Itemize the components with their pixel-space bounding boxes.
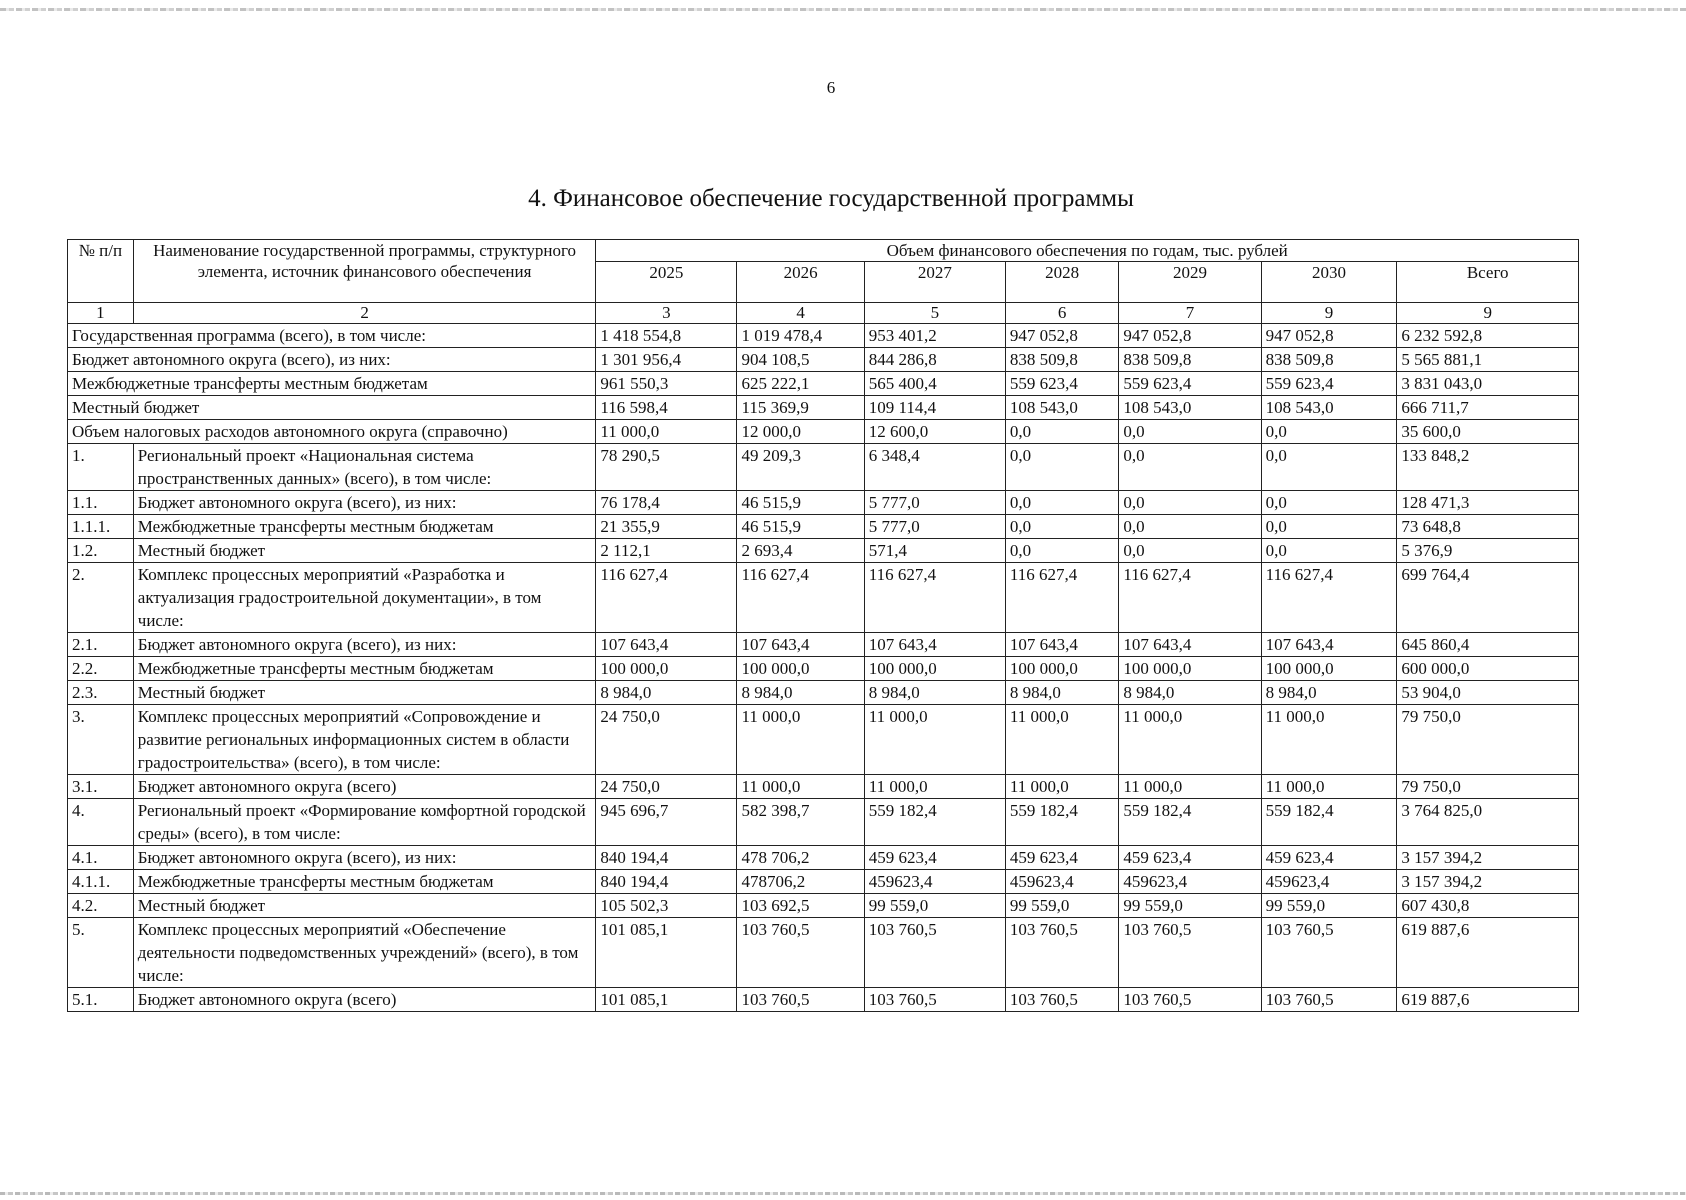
- value-cell: 459 623,4: [1261, 846, 1397, 870]
- value-cell: 600 000,0: [1397, 657, 1579, 681]
- column-index-cell: 3: [596, 303, 737, 324]
- value-cell: 459623,4: [1119, 870, 1261, 894]
- value-cell: 5 376,9: [1397, 539, 1579, 563]
- value-cell: 961 550,3: [596, 372, 737, 396]
- value-cell: 559 623,4: [1005, 372, 1119, 396]
- row-num-cell: 4.1.1.: [68, 870, 134, 894]
- value-cell: 11 000,0: [1261, 775, 1397, 799]
- row-name-cell: Местный бюджет: [133, 681, 596, 705]
- row-num-cell: 2.: [68, 563, 134, 633]
- row-name-cell: Бюджет автономного округа (всего): [133, 988, 596, 1012]
- value-cell: 559 182,4: [1261, 799, 1397, 846]
- row-name-cell: Межбюджетные трансферты местным бюджетам: [68, 372, 596, 396]
- row-name-cell: Региональный проект «Национальная система пространственных данных» (всего), в том числе:: [133, 444, 596, 491]
- header-total: Всего: [1397, 262, 1579, 303]
- value-cell: 947 052,8: [1261, 324, 1397, 348]
- value-cell: 107 643,4: [864, 633, 1005, 657]
- header-name: Наименование государственной программы, структурного элемента, источник финансового обеспечения: [133, 240, 596, 303]
- summary-row: [68, 396, 1579, 420]
- value-cell: 100 000,0: [1119, 657, 1261, 681]
- row-name-cell: Бюджет автономного округа (всего), из них:: [68, 348, 596, 372]
- value-cell: 11 000,0: [1005, 705, 1119, 775]
- summary-row: [68, 348, 1579, 372]
- row-num-cell: 4.: [68, 799, 134, 846]
- value-cell: 645 860,4: [1397, 633, 1579, 657]
- row-num-cell: 5.: [68, 918, 134, 988]
- value-cell: 115 369,9: [737, 396, 864, 420]
- row-name-cell: Комплекс процессных мероприятий «Обеспечение деятельности подведомственных учреждений» (всего), в том числе:: [133, 918, 596, 988]
- value-cell: 76 178,4: [596, 491, 737, 515]
- column-index-cell: 5: [864, 303, 1005, 324]
- value-cell: 103 760,5: [864, 918, 1005, 988]
- column-index-row: [68, 303, 1579, 324]
- value-cell: 3 764 825,0: [1397, 799, 1579, 846]
- value-cell: 904 108,5: [737, 348, 864, 372]
- value-cell: 838 509,8: [1119, 348, 1261, 372]
- value-cell: 21 355,9: [596, 515, 737, 539]
- value-cell: 0,0: [1261, 491, 1397, 515]
- header-year: 2026: [737, 262, 864, 303]
- value-cell: 11 000,0: [737, 775, 864, 799]
- value-cell: 11 000,0: [596, 420, 737, 444]
- value-cell: 559 182,4: [1005, 799, 1119, 846]
- value-cell: 108 543,0: [1005, 396, 1119, 420]
- row-num-cell: 2.1.: [68, 633, 134, 657]
- value-cell: 3 157 394,2: [1397, 846, 1579, 870]
- value-cell: 116 627,4: [596, 563, 737, 633]
- value-cell: 46 515,9: [737, 491, 864, 515]
- table-row: [68, 515, 1579, 539]
- value-cell: 0,0: [1005, 491, 1119, 515]
- table-row: [68, 846, 1579, 870]
- row-name-cell: Объем налоговых расходов автономного округа (справочно): [68, 420, 596, 444]
- table-row: [68, 988, 1579, 1012]
- value-cell: 11 000,0: [1119, 705, 1261, 775]
- row-num-cell: 5.1.: [68, 988, 134, 1012]
- value-cell: 107 643,4: [737, 633, 864, 657]
- value-cell: 103 760,5: [1119, 918, 1261, 988]
- row-name-cell: Бюджет автономного округа (всего), из них:: [133, 491, 596, 515]
- table-row: [68, 657, 1579, 681]
- value-cell: 838 509,8: [1261, 348, 1397, 372]
- header-year: 2028: [1005, 262, 1119, 303]
- table-row: [68, 491, 1579, 515]
- value-cell: 11 000,0: [864, 705, 1005, 775]
- value-cell: 100 000,0: [864, 657, 1005, 681]
- row-name-cell: Местный бюджет: [133, 539, 596, 563]
- value-cell: 46 515,9: [737, 515, 864, 539]
- value-cell: 947 052,8: [1119, 324, 1261, 348]
- summary-row: [68, 372, 1579, 396]
- row-name-cell: Комплекс процессных мероприятий «Сопровождение и развитие региональных информационных систем в области градостроительства» (всего), в том числе:: [133, 705, 596, 775]
- value-cell: 2 112,1: [596, 539, 737, 563]
- value-cell: 133 848,2: [1397, 444, 1579, 491]
- value-cell: 459 623,4: [864, 846, 1005, 870]
- value-cell: 0,0: [1261, 420, 1397, 444]
- value-cell: 0,0: [1119, 539, 1261, 563]
- value-cell: 953 401,2: [864, 324, 1005, 348]
- column-index-cell: 2: [133, 303, 596, 324]
- value-cell: 3 831 043,0: [1397, 372, 1579, 396]
- value-cell: 35 600,0: [1397, 420, 1579, 444]
- scan-edge-bottom: [0, 1192, 1686, 1195]
- value-cell: 103 760,5: [1119, 988, 1261, 1012]
- table-row: [68, 633, 1579, 657]
- value-cell: 947 052,8: [1005, 324, 1119, 348]
- financing-table: [67, 239, 1579, 1012]
- row-name-cell: Межбюджетные трансферты местным бюджетам: [133, 870, 596, 894]
- value-cell: 53 904,0: [1397, 681, 1579, 705]
- value-cell: 8 984,0: [1119, 681, 1261, 705]
- row-name-cell: Региональный проект «Формирование комфортной городской среды» (всего), в том числе:: [133, 799, 596, 846]
- row-name-cell: Межбюджетные трансферты местным бюджетам: [133, 657, 596, 681]
- value-cell: 11 000,0: [1005, 775, 1119, 799]
- value-cell: 459623,4: [1261, 870, 1397, 894]
- value-cell: 103 760,5: [737, 988, 864, 1012]
- value-cell: 559 623,4: [1261, 372, 1397, 396]
- summary-row: [68, 324, 1579, 348]
- row-name-cell: Межбюджетные трансферты местным бюджетам: [133, 515, 596, 539]
- value-cell: 101 085,1: [596, 918, 737, 988]
- value-cell: 5 777,0: [864, 491, 1005, 515]
- value-cell: 128 471,3: [1397, 491, 1579, 515]
- value-cell: 116 627,4: [1261, 563, 1397, 633]
- value-cell: 1 301 956,4: [596, 348, 737, 372]
- page-number: 6: [826, 78, 836, 97]
- column-index-cell: 7: [1119, 303, 1261, 324]
- table-row: [68, 539, 1579, 563]
- row-num-cell: 1.: [68, 444, 134, 491]
- value-cell: 79 750,0: [1397, 775, 1579, 799]
- value-cell: 459 623,4: [1005, 846, 1119, 870]
- row-name-cell: Бюджет автономного округа (всего), из них:: [133, 846, 596, 870]
- value-cell: 6 232 592,8: [1397, 324, 1579, 348]
- table-row: [68, 705, 1579, 775]
- value-cell: 11 000,0: [737, 705, 864, 775]
- table-row: [68, 775, 1579, 799]
- column-index-cell: 9: [1261, 303, 1397, 324]
- page-title: 4. Финансовое обеспечение государственной программы: [528, 185, 1134, 212]
- value-cell: 11 000,0: [1261, 705, 1397, 775]
- column-index-cell: 9: [1397, 303, 1579, 324]
- value-cell: 0,0: [1261, 515, 1397, 539]
- value-cell: 103 760,5: [1261, 988, 1397, 1012]
- value-cell: 607 430,8: [1397, 894, 1579, 918]
- value-cell: 8 984,0: [737, 681, 864, 705]
- row-num-cell: 2.3.: [68, 681, 134, 705]
- value-cell: 103 760,5: [1261, 918, 1397, 988]
- value-cell: 840 194,4: [596, 846, 737, 870]
- value-cell: 666 711,7: [1397, 396, 1579, 420]
- value-cell: 100 000,0: [1005, 657, 1119, 681]
- column-index-cell: 1: [68, 303, 134, 324]
- row-num-cell: 3.1.: [68, 775, 134, 799]
- value-cell: 0,0: [1005, 444, 1119, 491]
- row-name-cell: Государственная программа (всего), в том числе:: [68, 324, 596, 348]
- value-cell: 478706,2: [737, 870, 864, 894]
- value-cell: 99 559,0: [1261, 894, 1397, 918]
- column-index-cell: 4: [737, 303, 864, 324]
- value-cell: 116 627,4: [737, 563, 864, 633]
- row-num-cell: 1.1.1.: [68, 515, 134, 539]
- header-year: 2025: [596, 262, 737, 303]
- table-row: [68, 870, 1579, 894]
- value-cell: 2 693,4: [737, 539, 864, 563]
- value-cell: 103 692,5: [737, 894, 864, 918]
- value-cell: 11 000,0: [864, 775, 1005, 799]
- value-cell: 582 398,7: [737, 799, 864, 846]
- value-cell: 0,0: [1261, 539, 1397, 563]
- header-row-1: [68, 240, 1579, 262]
- value-cell: 100 000,0: [1261, 657, 1397, 681]
- value-cell: 3 157 394,2: [1397, 870, 1579, 894]
- value-cell: 109 114,4: [864, 396, 1005, 420]
- value-cell: 0,0: [1005, 515, 1119, 539]
- value-cell: 0,0: [1261, 444, 1397, 491]
- value-cell: 6 348,4: [864, 444, 1005, 491]
- value-cell: 99 559,0: [864, 894, 1005, 918]
- value-cell: 459623,4: [864, 870, 1005, 894]
- value-cell: 838 509,8: [1005, 348, 1119, 372]
- row-num-cell: 4.1.: [68, 846, 134, 870]
- table-row: [68, 799, 1579, 846]
- scan-edge-top: [0, 8, 1686, 11]
- value-cell: 99 559,0: [1005, 894, 1119, 918]
- value-cell: 559 182,4: [864, 799, 1005, 846]
- value-cell: 0,0: [1119, 515, 1261, 539]
- value-cell: 478 706,2: [737, 846, 864, 870]
- row-name-cell: Местный бюджет: [68, 396, 596, 420]
- value-cell: 116 598,4: [596, 396, 737, 420]
- value-cell: 107 643,4: [1261, 633, 1397, 657]
- value-cell: 840 194,4: [596, 870, 737, 894]
- table-row: [68, 444, 1579, 491]
- value-cell: 107 643,4: [1119, 633, 1261, 657]
- value-cell: 565 400,4: [864, 372, 1005, 396]
- value-cell: 73 648,8: [1397, 515, 1579, 539]
- row-num-cell: 4.2.: [68, 894, 134, 918]
- header-year: 2030: [1261, 262, 1397, 303]
- value-cell: 0,0: [1005, 539, 1119, 563]
- value-cell: 8 984,0: [1005, 681, 1119, 705]
- value-cell: 8 984,0: [864, 681, 1005, 705]
- row-name-cell: Местный бюджет: [133, 894, 596, 918]
- row-num-cell: 1.1.: [68, 491, 134, 515]
- value-cell: 0,0: [1119, 420, 1261, 444]
- column-index-cell: 6: [1005, 303, 1119, 324]
- header-group: Объем финансового обеспечения по годам, тыс. рублей: [596, 240, 1579, 262]
- header-year: 2029: [1119, 262, 1261, 303]
- table-body: [68, 303, 1579, 1012]
- value-cell: 105 502,3: [596, 894, 737, 918]
- value-cell: 78 290,5: [596, 444, 737, 491]
- value-cell: 459 623,4: [1119, 846, 1261, 870]
- value-cell: 116 627,4: [1005, 563, 1119, 633]
- value-cell: 0,0: [1119, 491, 1261, 515]
- row-num-cell: 2.2.: [68, 657, 134, 681]
- row-name-cell: Бюджет автономного округа (всего): [133, 775, 596, 799]
- value-cell: 1 418 554,8: [596, 324, 737, 348]
- value-cell: 49 209,3: [737, 444, 864, 491]
- value-cell: 107 643,4: [596, 633, 737, 657]
- header-year: 2027: [864, 262, 1005, 303]
- value-cell: 5 565 881,1: [1397, 348, 1579, 372]
- value-cell: 103 760,5: [1005, 988, 1119, 1012]
- row-name-cell: Комплекс процессных мероприятий «Разработка и актуализация градостроительной документации», в том числе:: [133, 563, 596, 633]
- value-cell: 0,0: [1119, 444, 1261, 491]
- value-cell: 108 543,0: [1261, 396, 1397, 420]
- value-cell: 619 887,6: [1397, 918, 1579, 988]
- value-cell: 0,0: [1005, 420, 1119, 444]
- value-cell: 100 000,0: [596, 657, 737, 681]
- value-cell: 24 750,0: [596, 775, 737, 799]
- value-cell: 559 182,4: [1119, 799, 1261, 846]
- header-num: № п/п: [68, 240, 134, 303]
- row-num-cell: 1.2.: [68, 539, 134, 563]
- value-cell: 1 019 478,4: [737, 324, 864, 348]
- value-cell: 8 984,0: [596, 681, 737, 705]
- value-cell: 8 984,0: [1261, 681, 1397, 705]
- value-cell: 11 000,0: [1119, 775, 1261, 799]
- summary-row: [68, 420, 1579, 444]
- value-cell: 5 777,0: [864, 515, 1005, 539]
- table-row: [68, 894, 1579, 918]
- value-cell: 571,4: [864, 539, 1005, 563]
- value-cell: 103 760,5: [1005, 918, 1119, 988]
- row-num-cell: 3.: [68, 705, 134, 775]
- value-cell: 116 627,4: [1119, 563, 1261, 633]
- value-cell: 101 085,1: [596, 988, 737, 1012]
- value-cell: 12 600,0: [864, 420, 1005, 444]
- table-row: [68, 681, 1579, 705]
- value-cell: 79 750,0: [1397, 705, 1579, 775]
- value-cell: 108 543,0: [1119, 396, 1261, 420]
- value-cell: 699 764,4: [1397, 563, 1579, 633]
- value-cell: 107 643,4: [1005, 633, 1119, 657]
- table-row: [68, 563, 1579, 633]
- value-cell: 12 000,0: [737, 420, 864, 444]
- value-cell: 619 887,6: [1397, 988, 1579, 1012]
- value-cell: 103 760,5: [864, 988, 1005, 1012]
- value-cell: 116 627,4: [864, 563, 1005, 633]
- value-cell: 103 760,5: [737, 918, 864, 988]
- table-row: [68, 918, 1579, 988]
- row-name-cell: Бюджет автономного округа (всего), из них:: [133, 633, 596, 657]
- value-cell: 625 222,1: [737, 372, 864, 396]
- value-cell: 100 000,0: [737, 657, 864, 681]
- value-cell: 844 286,8: [864, 348, 1005, 372]
- value-cell: 24 750,0: [596, 705, 737, 775]
- value-cell: 459623,4: [1005, 870, 1119, 894]
- value-cell: 559 623,4: [1119, 372, 1261, 396]
- value-cell: 945 696,7: [596, 799, 737, 846]
- value-cell: 99 559,0: [1119, 894, 1261, 918]
